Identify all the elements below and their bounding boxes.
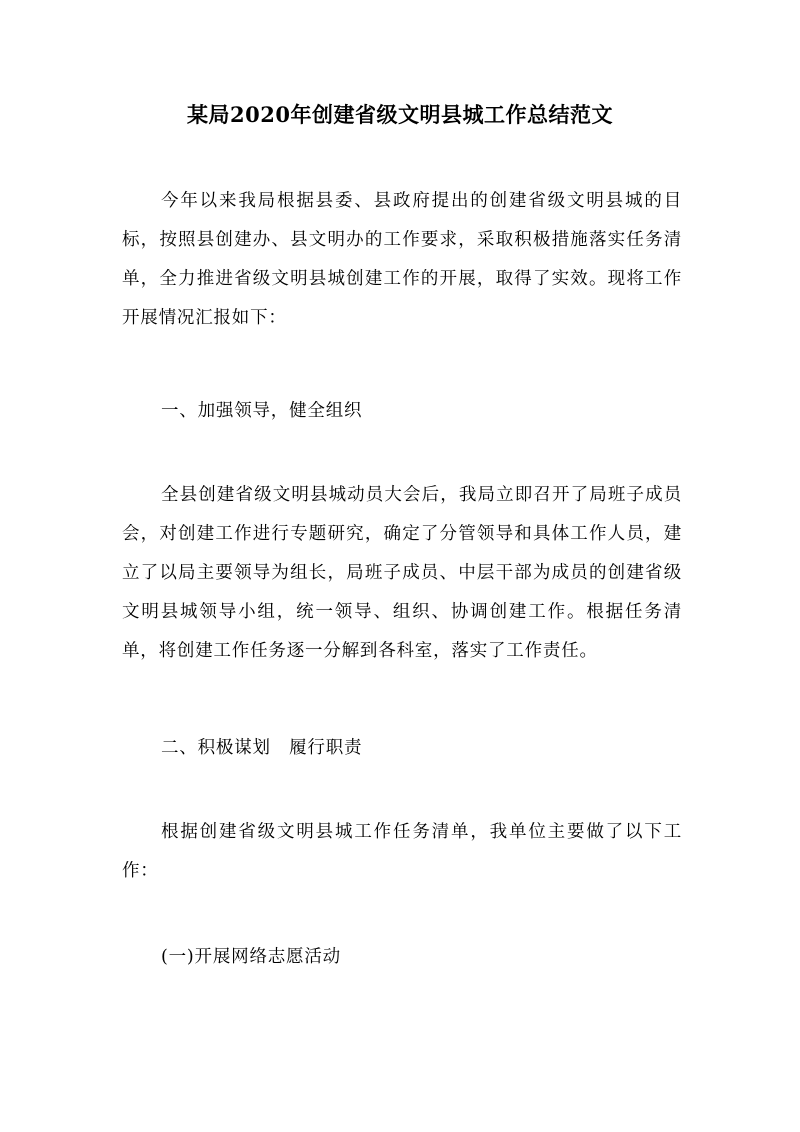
section-2-paragraph: 根据创建省级文明县城工作任务清单，我单位主要做了以下工作： — [122, 822, 682, 881]
document-title: 某局2020年创建省级文明县城工作总结范文 — [187, 102, 613, 127]
section-heading-1: 一、加强领导，健全组织 — [161, 401, 363, 421]
section-heading-2: 二、积极谋划 履行职责 — [161, 738, 363, 758]
subsection-heading-1: (一)开展网络志愿活动 — [161, 947, 341, 967]
section-1-paragraph: 全县创建省级文明县城动员大会后，我局立即召开了局班子成员会，对创建工作进行专题研究，确定了分管领导和具体工作人员，建立了以局主要领导为组长，局班子成员、中层干部为成员的创建省级文明县城领导小组，统一领导、组织、协调创建工作。根据任务清单，将创建工作任务逐一分解到各科室，落实了工作责任。 — [122, 485, 682, 661]
intro-paragraph: 今年以来我局根据县委、县政府提出的创建省级文明县城的目标，按照县创建办、县文明办的工作要求，采取积极措施落实任务清单，全力推进省级文明县城创建工作的开展，取得了实效。现将工作开展情况汇报如下： — [122, 191, 682, 328]
